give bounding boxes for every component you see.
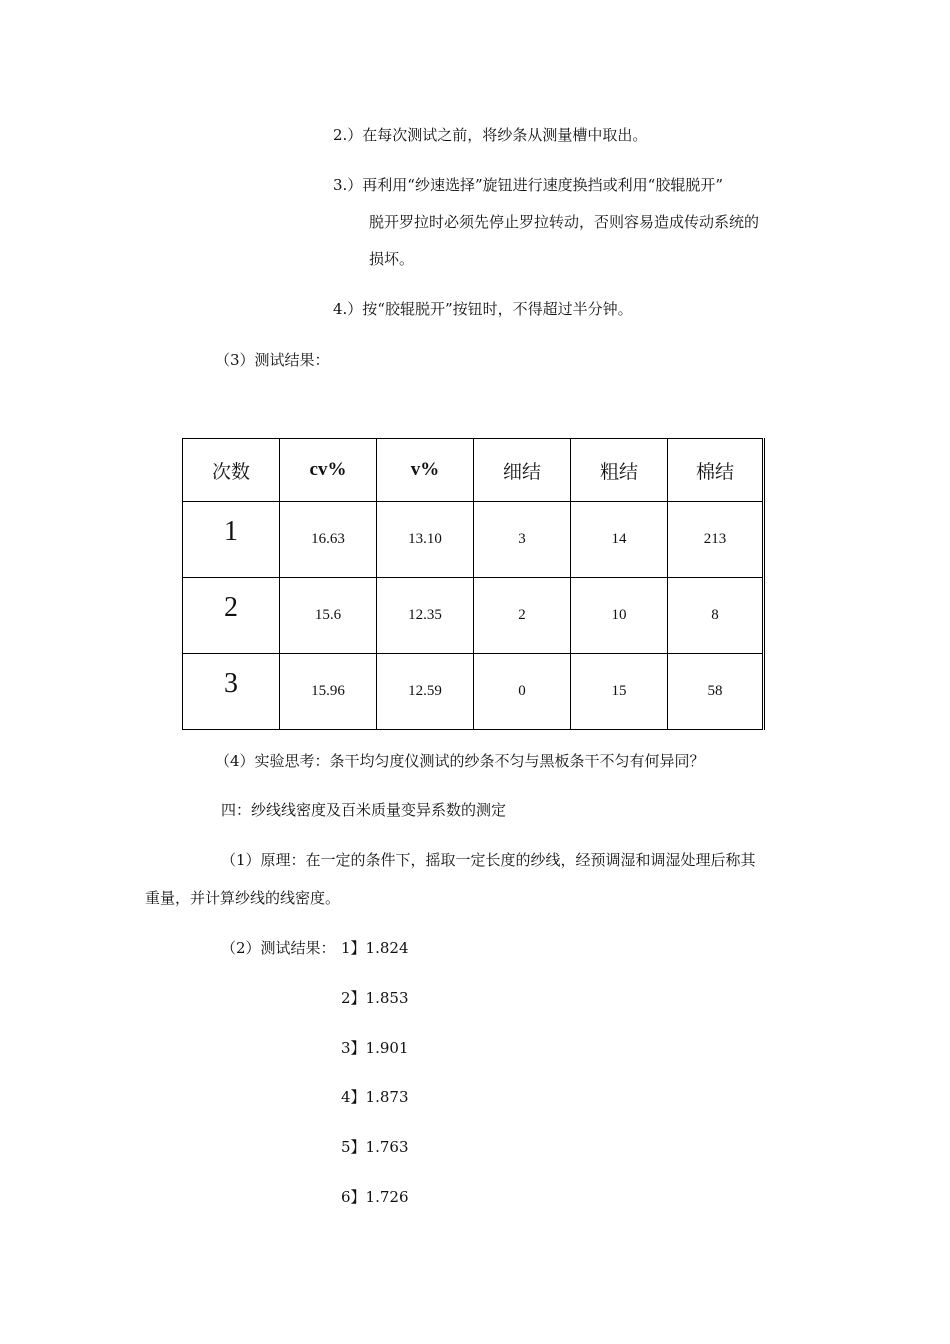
table-cell: 213 [668,502,764,578]
table-cell: 2 [183,578,280,654]
results-table [182,438,765,730]
table-cell: 58 [668,654,764,730]
result-item-6: 6】1.726 [341,1188,409,1206]
note-4: 4.）按“胶辊脱开”按钮时，不得超过半分钟。 [333,300,633,318]
table-cell: 15.6 [280,578,377,654]
result-item-5: 5】1.763 [341,1138,409,1156]
header-v: v% [377,439,474,502]
table-cell: 12.59 [377,654,474,730]
table-cell: 8 [668,578,764,654]
result-item-1: 1】1.824 [341,939,409,957]
table-cell: 0 [474,654,571,730]
header-neps: 棉结 [668,439,764,502]
principle-line-2: 重量，并计算纱线的线密度。 [145,889,341,907]
table-cell: 15.96 [280,654,377,730]
table-cell: 16.63 [280,502,377,578]
header-cv: cv% [280,439,377,502]
table-cell: 2 [474,578,571,654]
result-item-3: 3】1.901 [341,1039,409,1057]
note-2: 2.）在每次测试之前，将纱条从测量槽中取出。 [333,126,648,144]
table-row [183,578,764,654]
note-3-line-2: 脱开罗拉时必须先停止罗拉转动，否则容易造成传动系统的 [369,213,760,231]
table-cell: 3 [474,502,571,578]
section-4-think: （4）实验思考：条干均匀度仪测试的纱条不匀与黑板条干不匀有何异同？ [215,752,705,770]
header-count: 次数 [183,439,280,502]
table-cell: 13.10 [377,502,474,578]
table-header-row [183,439,764,502]
table-row [183,654,764,730]
result-item-2: 2】1.853 [341,989,409,1007]
header-thin: 细结 [474,439,571,502]
results-label: （2）测试结果： [221,939,336,957]
table-cell: 15 [571,654,668,730]
section-3-title: （3）测试结果： [215,351,330,369]
table-cell: 14 [571,502,668,578]
table-cell: 12.35 [377,578,474,654]
table-row [183,502,764,578]
principle-line-1: （1）原理：在一定的条件下，摇取一定长度的纱线，经预调湿和调湿处理后称其 [221,851,756,869]
part-4-title: 四：纱线线密度及百米质量变异系数的测定 [221,801,507,819]
table-cell: 3 [183,654,280,730]
table-cell: 1 [183,502,280,578]
table-cell: 10 [571,578,668,654]
note-3-line-3: 损坏。 [369,250,415,268]
header-thick: 粗结 [571,439,668,502]
result-item-4: 4】1.873 [341,1088,409,1106]
note-3-line-1: 3.）再利用“纱速选择”旋钮进行速度换挡或利用“胶辊脱开” [333,176,723,194]
